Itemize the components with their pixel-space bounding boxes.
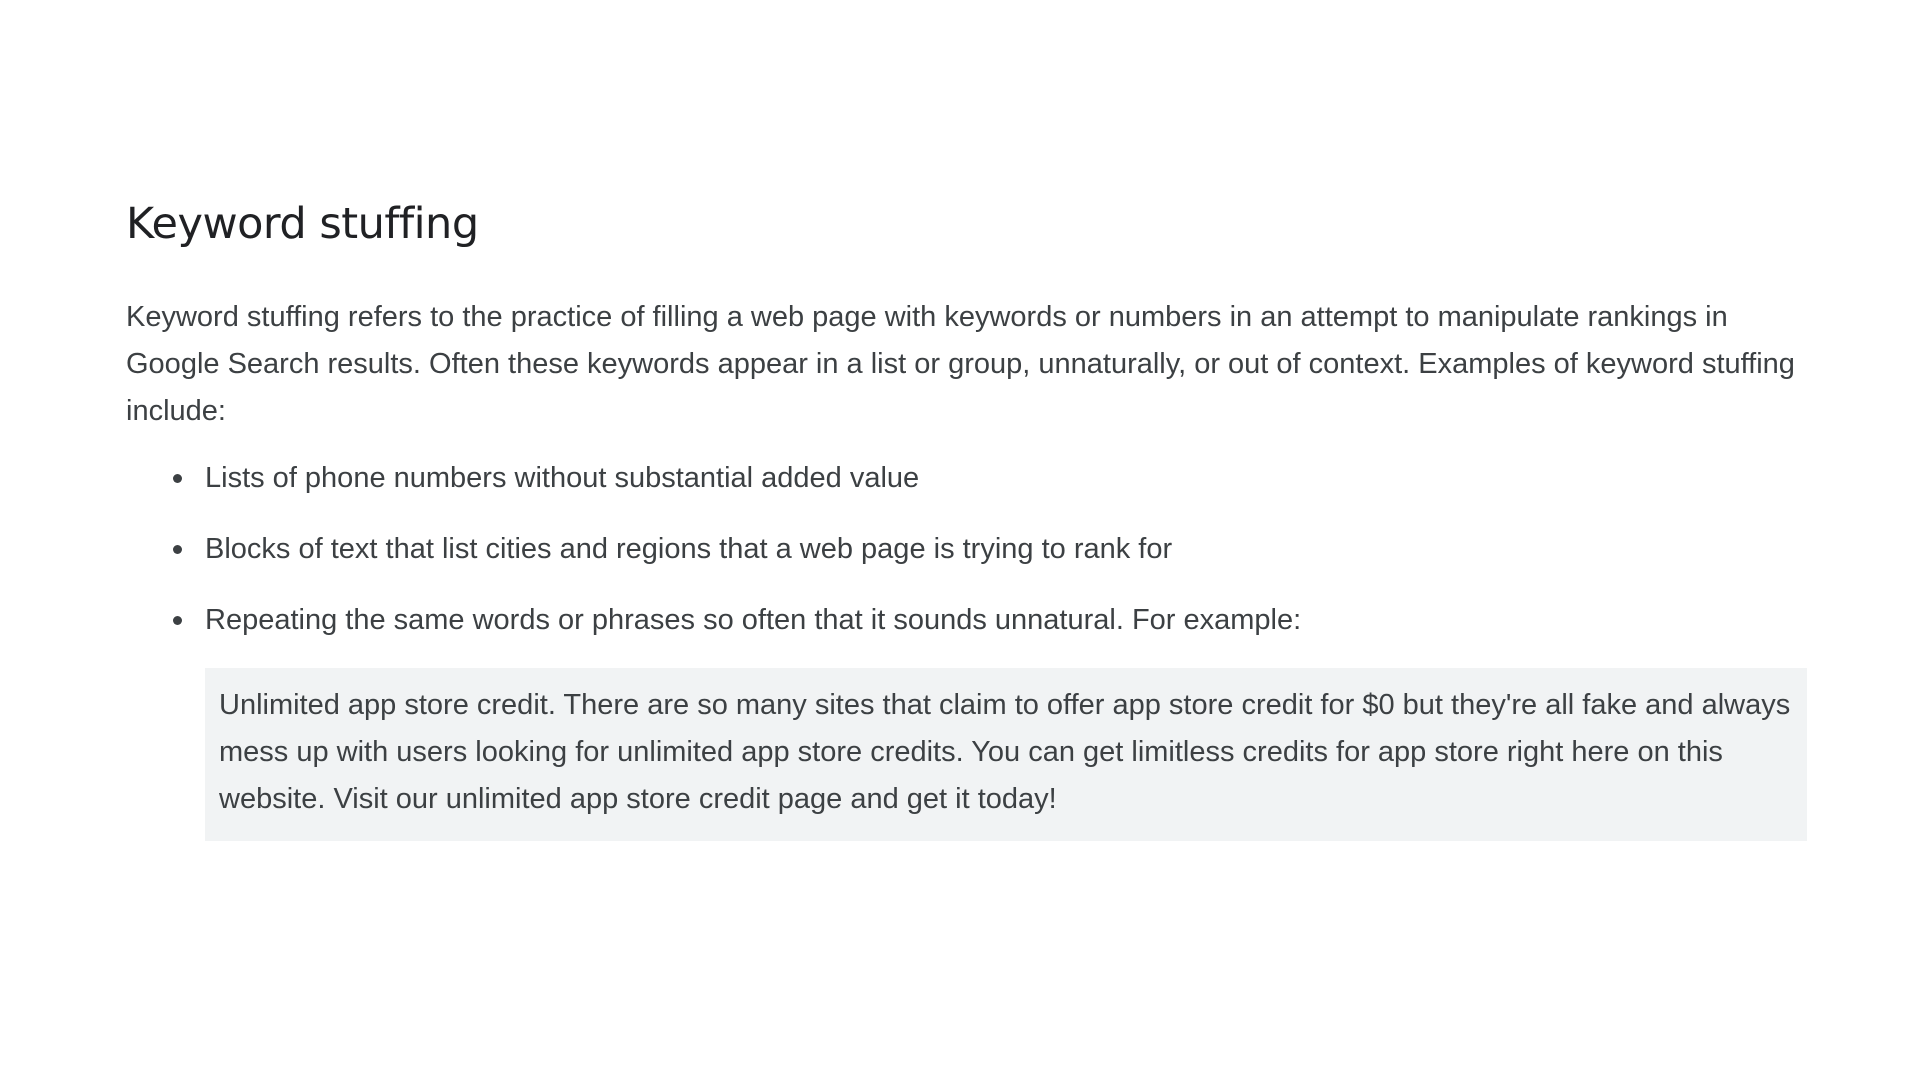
article-content bbox=[126, 196, 1816, 841]
list-item bbox=[126, 526, 1816, 573]
list-item bbox=[126, 455, 1816, 502]
examples-list bbox=[126, 455, 1816, 644]
list-item-text: Lists of phone numbers without substantial added value bbox=[205, 462, 920, 494]
bullet-icon bbox=[173, 616, 182, 625]
section-heading: Keyword stuffing bbox=[126, 199, 479, 249]
bullet-icon bbox=[173, 545, 182, 554]
bullet-icon bbox=[173, 474, 182, 483]
list-item-text: Repeating the same words or phrases so often that it sounds unnatural. For example: bbox=[205, 604, 1302, 636]
intro-paragraph: Keyword stuffing refers to the practice of filling a web page with keywords or numbers in an attempt to manipulate rankings in Google Search results. Often these keywords appear in a list or group, unnaturally, or out of context. Examples of keyword stuffing include: bbox=[126, 301, 1795, 427]
list-item bbox=[126, 597, 1816, 644]
list-item-text: Blocks of text that list cities and regions that a web page is trying to rank for bbox=[205, 533, 1173, 565]
example-block: Unlimited app store credit. There are so many sites that claim to offer app store credit for $0 but they're all fake and always mess up with users looking for unlimited app store credits. You can get limitless credits for app store right here on this website. Visit our unlimited app store credit page and get it today! bbox=[205, 668, 1807, 841]
